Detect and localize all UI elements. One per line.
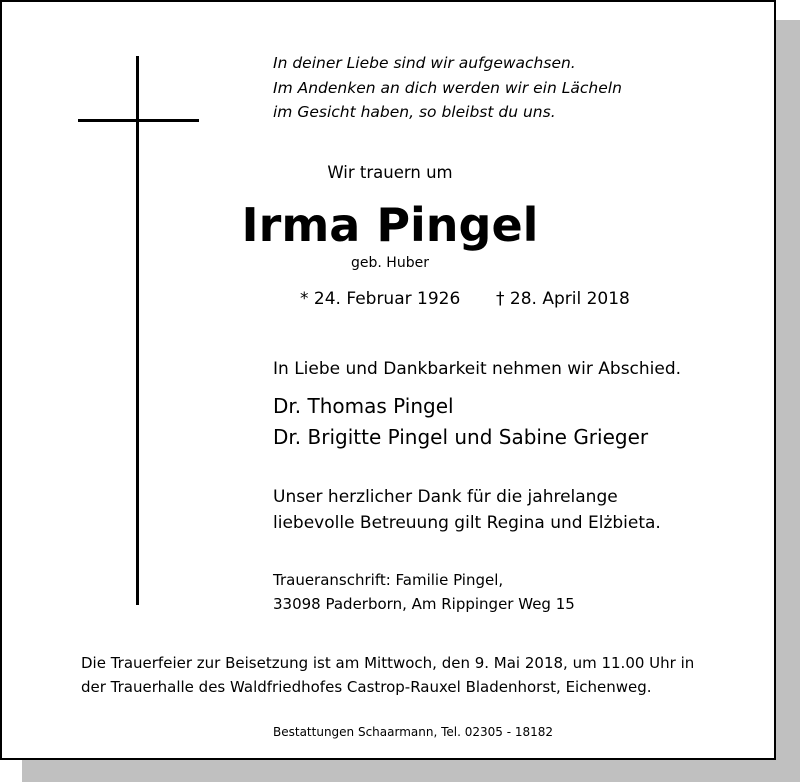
mourning-intro: Wir trauern um [327, 163, 453, 182]
mourning-address [273, 568, 575, 616]
thanks-text [273, 484, 661, 536]
thanks-line: Unser herzlicher Dank für die jahrelange [273, 487, 618, 507]
verse-line: In deiner Liebe sind wir aufgewachsen. [273, 54, 576, 72]
thanks-line: liebevolle Betreuung gilt Regina und Elżbieta. [273, 513, 661, 533]
service-details [81, 651, 694, 699]
verse-line: Im Andenken an dich werden wir ein Lächeln [273, 78, 622, 97]
maiden-name: geb. Huber [351, 255, 429, 271]
birth-date: * 24. Februar 1926 [300, 289, 461, 309]
farewell-text: In Liebe und Dankbarkeit nehmen wir Abschied. [273, 359, 682, 379]
deceased-name: Irma Pingel [241, 198, 539, 252]
funeral-home-contact: Bestattungen Schaarmann, Tel. 02305 - 18182 [273, 725, 554, 739]
cross-icon-vertical [136, 56, 139, 605]
service-line: der Trauerhalle des Waldfriedhofes Castrop-Rauxel Bladenhorst, Eichenweg. [81, 678, 652, 696]
verse-line: im Gesicht haben, so bleibst du uns. [273, 103, 556, 121]
mourner-name: Dr. Thomas Pingel [273, 394, 454, 418]
service-line: Die Trauerfeier zur Beisetzung ist am Mittwoch, den 9. Mai 2018, um 11.00 Uhr in [81, 654, 695, 672]
address-line: Traueranschrift: Familie Pingel, [273, 571, 504, 589]
verse [273, 51, 622, 125]
mourner-name: Dr. Brigitte Pingel und Sabine Grieger [273, 425, 649, 449]
cross-icon-horizontal [78, 119, 199, 122]
death-date: † 28. April 2018 [496, 289, 630, 309]
address-line: 33098 Paderborn, Am Rippinger Weg 15 [273, 595, 575, 613]
